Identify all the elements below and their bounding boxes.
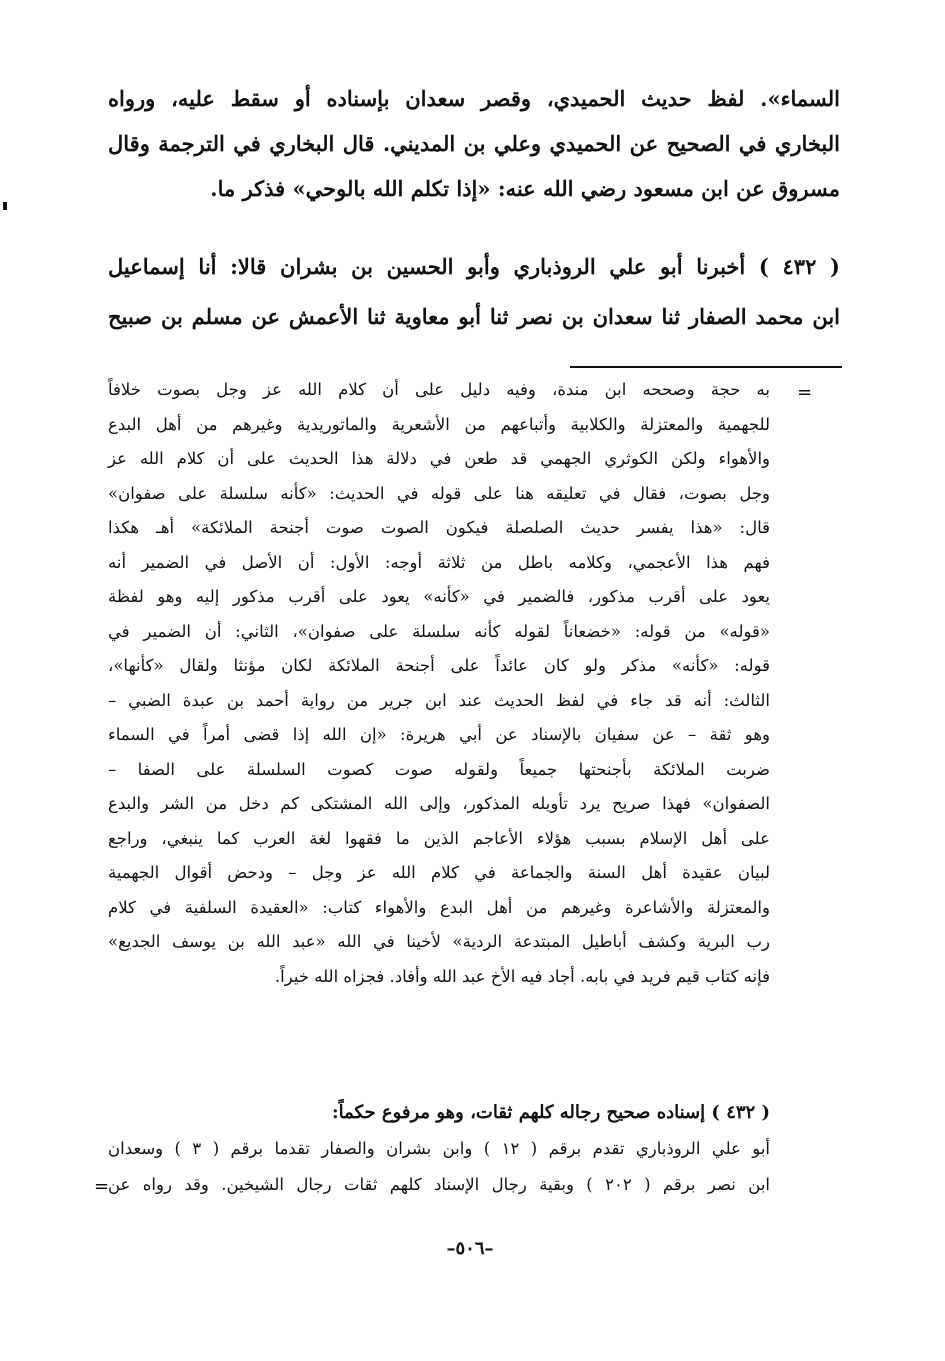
hadith-number: ( ٤٣٢ )	[758, 254, 840, 279]
main-text-line: مسروق عن ابن مسعود رضي الله عنه: «إذا تكلم الله بالوحي» فذكر ما.	[210, 176, 840, 201]
footnote-line: فهم هذا الأعجمي، وكلامه باطل من ثلاثة أوجه: الأول: أن الأصل في الضمير أنه	[108, 552, 770, 572]
grading-line: ابن نصر برقم ( ٢٠٢ ) وبقية رجال الإسناد كلهم ثقات رجال الشيخين. وقد رواه عن	[108, 1175, 770, 1194]
footnote-line: والأهواء ولكن الكوثري الجهمي قد طعن في دلالة هذا الحديث على أن كلام الله عز	[108, 449, 770, 468]
main-text-line: البخاري في الصحيح عن الحميدي وعلي بن المديني. قال البخاري في الترجمة وقال	[108, 131, 840, 156]
footnote-line: الصفوان» فهذا صريح يرد تأويله المذكور، وإلى الله المشتكى كم دخل من الشر والبدع	[108, 794, 770, 813]
continuation-mark: =	[797, 382, 813, 403]
page-number: –٥٠٦–	[446, 1238, 494, 1259]
footnote-line: وهو ثقة – عن سفيان بالإسناد عن أبي هريرة: «إن الله إذا قضى أمراً في السماء	[108, 725, 770, 744]
continuation-mark: =	[94, 1176, 110, 1197]
footnote-line: فإنه كتاب قيم فريد في بابه. أجاد فيه الأخ عبد الله وأفاد. فجزاه الله خيراً.	[274, 966, 770, 986]
hadith-text: أخبرنا أبو علي الروذباري وأبو الحسين بن بشران قالا: أنا إسماعيل	[108, 254, 746, 279]
footnote-line: لبيان عقيدة أهل السنة والجماعة في كلام الله عز وجل – ودحض أقوال الجهمية	[108, 863, 770, 882]
footnote-line: ضربت الملائكة بأجنحتها جميعاً ولقوله صوت كصوت السلسلة على الصفا –	[108, 759, 770, 779]
footnote-line: الثالث: أنه قد جاء في لفظ الحديث عند ابن جرير من رواية أحمد بن عبدة الضبي –	[108, 690, 770, 710]
footnote-separator	[570, 366, 842, 368]
main-text-line: السماء». لفظ حديث الحميدي، وقصر سعدان بإسناده أو سقط عليه، ورواه	[108, 86, 840, 111]
footnote-line: قوله: «كأنه» مذكر ولو كان عائداً على أجنحة الملائكة لكان مؤنثا ولقال «كأنها»،	[108, 656, 770, 675]
footnote-line: للجهمية والمعتزلة والكلابية وأتباعهم من الأشعرية والماتوريدية وغيرهم من أهل البدع	[108, 414, 770, 434]
footnote-line: به حجة وصححه ابن مندة، وفيه دليل على أن كلام الله عز وجل بصوت خلافاً	[108, 380, 770, 399]
footnote-line: «قوله» من قوله: «خضعاناً لقوله كأنه سلسلة على صفوان»، الثاني: أن الضمير في	[108, 621, 770, 641]
footnote-line: والمعتزلة والأشاعرة وغيرهم من أهل البدع والأهواء كتاب: «العقيدة السلفية في كلام	[108, 897, 770, 917]
footnote-line: يعود على أقرب مذكور، فالضمير في «كأنه» يعود على أقرب مذكور إليه وهو لفظة	[108, 587, 770, 606]
footnote-line: على أهل الإسلام بسبب هؤلاء الأعاجم الذين ما فقهوا لغة العرب كما ينبغي، وراجع	[108, 828, 770, 848]
hadith-line	[108, 254, 840, 279]
footnote-line: قال: «هذا يفسر حديث الصلصلة فيكون الصوت صوت أجنحة الملائكة» أهـ هكذا	[108, 518, 770, 537]
footnote-line: رب البرية وكشف أباطيل المبتدعة الردية» لأخينا في الله «عبد الله بن يوسف الجديع»	[108, 932, 770, 951]
grading-line: أبو علي الروذباري تقدم برقم ( ١٢ ) وابن بشران والصفار تقدما برقم ( ٣ ) وسعدان	[108, 1139, 771, 1158]
hadith-line: ابن محمد الصفار ثنا سعدان بن نصر ثنا أبو معاوية ثنا الأعمش عن مسلم بن صبيح	[108, 304, 840, 329]
scan-mark	[3, 202, 7, 210]
grading-heading: ( ٤٣٢ ) إسناده صحيح رجاله كلهم ثقات، وهو مرفوع حكماً:	[331, 1102, 770, 1123]
footnote-line: وجل بصوت، فقال في تعليقه هنا على قوله في الحديث: «كأنه سلسلة على صفوان»	[108, 483, 770, 503]
